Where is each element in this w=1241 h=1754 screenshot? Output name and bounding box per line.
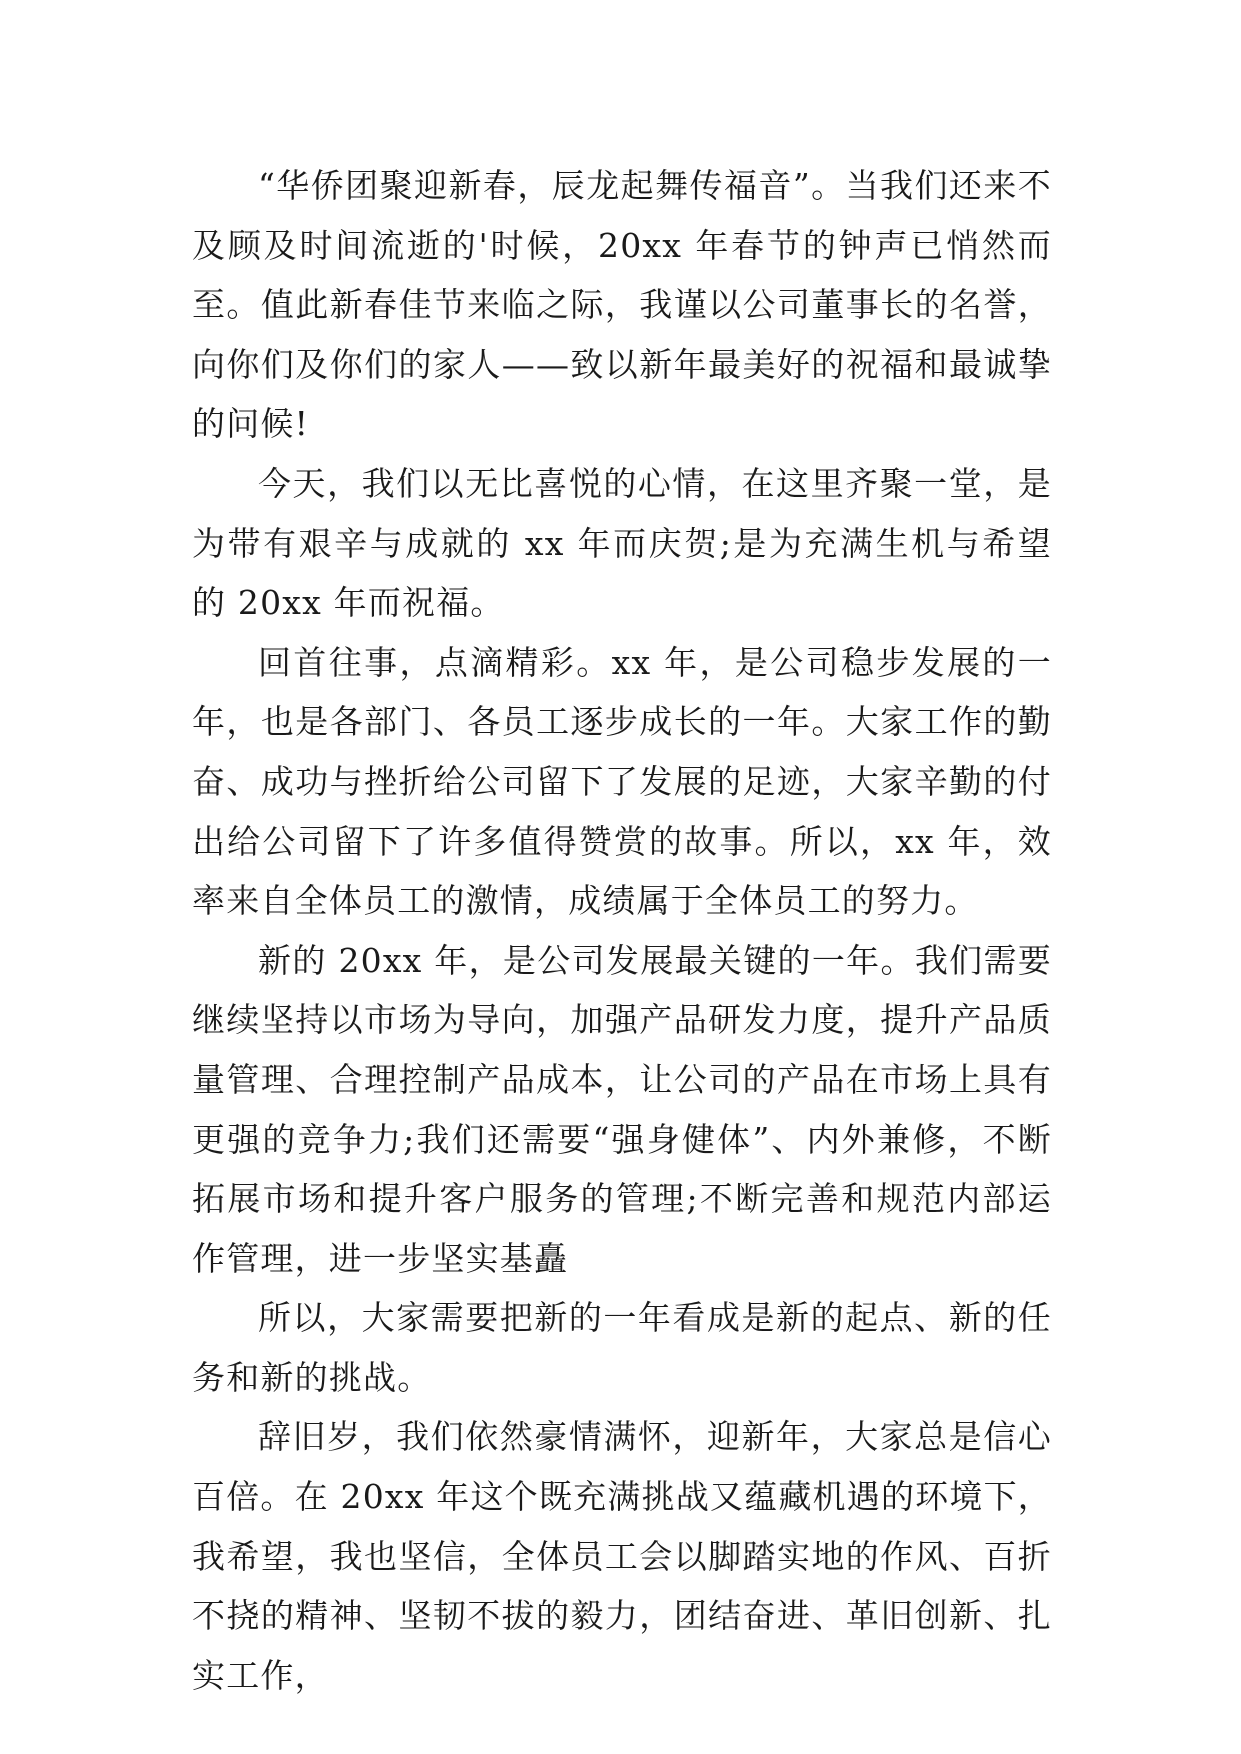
document-body [192,156,1052,1705]
paragraph-gathering: 今天，我们以无比喜悦的心情，在这里齐聚一堂，是为带有艰辛与成就的 xx 年而庆贺;是为充满生机与希望的 20xx 年而祝福。 [192,463,1052,623]
paragraph-closing: 辞旧岁，我们依然豪情满怀，迎新年，大家总是信心百倍。在 20xx 年这个既充满挑战又蕴藏机遇的环境下，我希望，我也坚信，全体员工会以脚踏实地的作风、百折不挠的精神、坚韧不拔的毅力，团结奋进、革旧创新、扎实工作， [192,1417,1052,1695]
paragraph-greeting: “华侨团聚迎新春，辰龙起舞传福音”。当我们还来不及顾及时间流逝的'时候，20xx 年春节的钟声已悄然而至。值此新春佳节来临之际，我谨以公司董事长的名誉，向你们及你们的家人——致以新年最美好的祝福和最诚挚的问候! [192,166,1052,444]
paragraph-new-start: 所以，大家需要把新的一年看成是新的起点、新的任务和新的挑战。 [192,1298,1052,1397]
paragraph-new-year-plan: 新的 20xx 年，是公司发展最关键的一年。我们需要继续坚持以市场为导向，加强产品研发力度，提升产品质量管理、合理控制产品成本，让公司的产品在市场上具有更强的竞争力;我们还需要“强身健体”、内外兼修，不断拓展市场和提升客户服务的管理;不断完善和规范内部运作管理，进一步坚实基矗 [192,940,1052,1278]
paragraph-review: 回首往事，点滴精彩。xx 年，是公司稳步发展的一年，也是各部门、各员工逐步成长的一年。大家工作的勤奋、成功与挫折给公司留下了发展的足迹，大家辛勤的付出给公司留下了许多值得赞赏的故事。所以，xx 年，效率来自全体员工的激情，成绩属于全体员工的努力。 [192,642,1052,921]
